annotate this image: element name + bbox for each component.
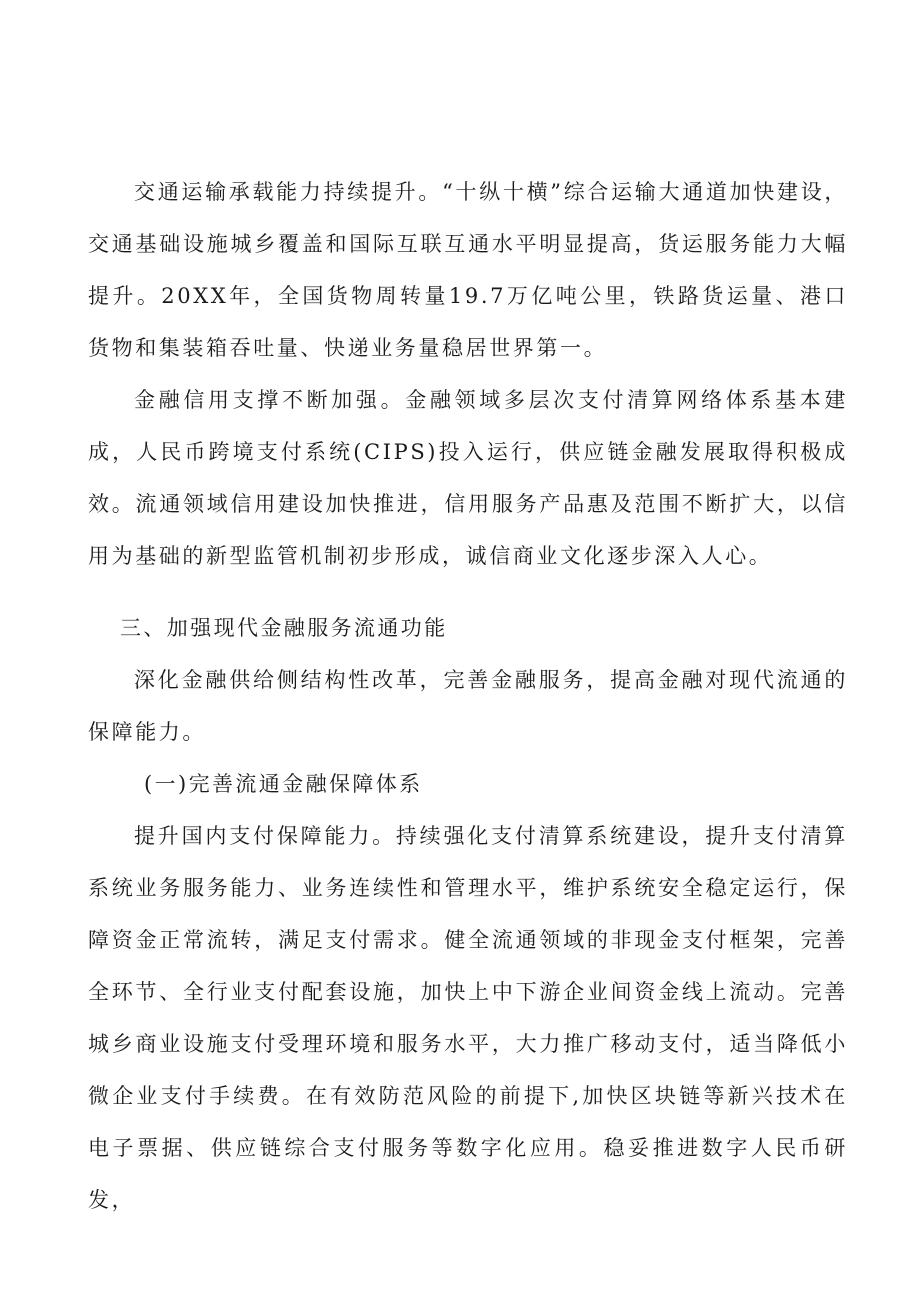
document-page xyxy=(88,166,848,1226)
section-heading: 三、加强现代金融服务流通功能 xyxy=(120,616,448,640)
paragraph-supply-side-reform: 深化金融供给侧结构性改革，完善金融服务，提高金融对现代流通的保障能力。 xyxy=(88,668,848,744)
subsection-heading: (一)完善流通金融保障体系 xyxy=(144,772,423,796)
paragraph-payment-capacity: 提升国内支付保障能力。持续强化支付清算系统建设，提升支付清算系统业务服务能力、业务连续性和管理水平，维护系统安全稳定运行，保障资金正常流转，满足支付需求。健全流通领域的非现金支付框架，完善全环节、全行业支付配套设施，加快上中下游企业间资金线上流动。完善城乡商业设施支付受理环境和服务水平，大力推广移动支付，适当降低小微企业支付手续费。在有效防范风险的前提下,加快区块链等新兴技术在电子票据、供应链综合支付服务等数字化应用。稳妥推进数字人民币研发， xyxy=(88,824,848,1212)
paragraph-financial-credit: 金融信用支撑不断加强。金融领域多层次支付清算网络体系基本建成，人民币跨境支付系统(CIPS)投入运行，供应链金融发展取得积极成效。流通领域信用建设加快推进，信用服务产品惠及范围不断扩大，以信用为基础的新型监管机制初步形成，诚信商业文化逐步深入人心。 xyxy=(88,388,848,568)
paragraph-transport-capacity: 交通运输承载能力持续提升。“十纵十横”综合运输大通道加快建设，交通基础设施城乡覆盖和国际互联互通水平明显提高，货运服务能力大幅提升。20XX年，全国货物周转量19.7万亿吨公里，铁路货运量、港口货物和集装箱吞吐量、快递业务量稳居世界第一。 xyxy=(88,180,848,360)
